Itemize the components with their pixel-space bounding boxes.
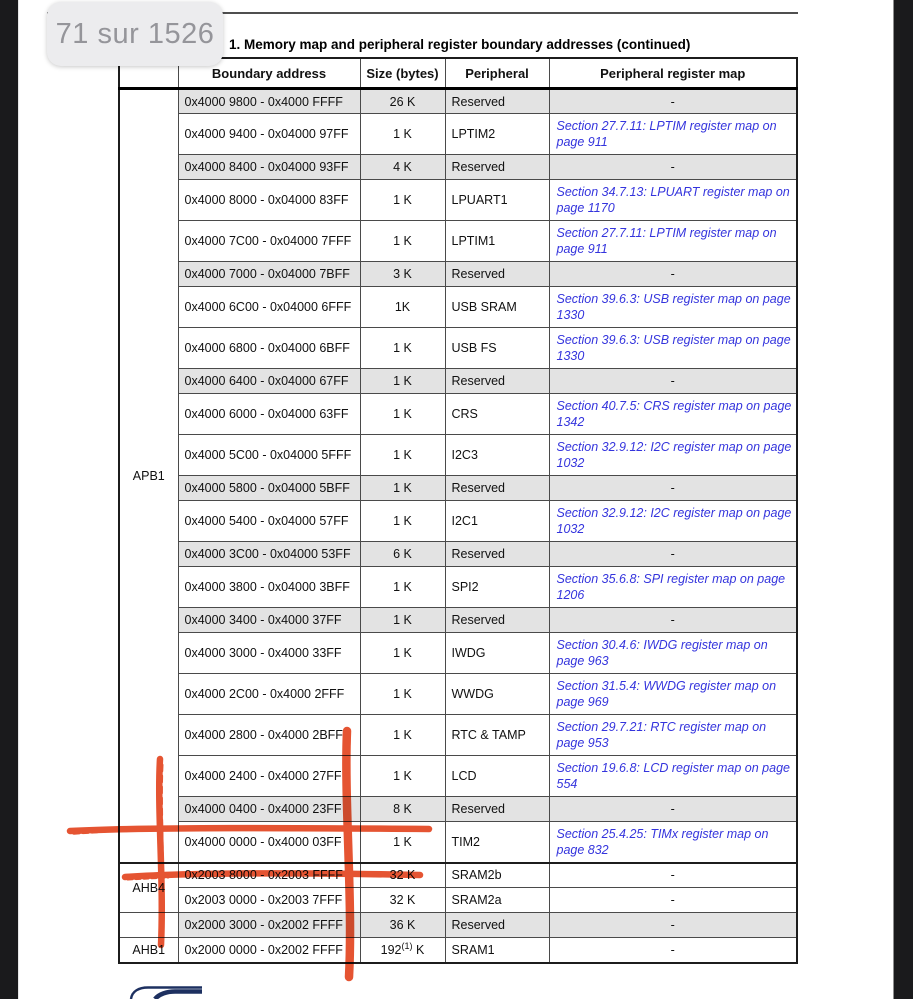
table-row xyxy=(119,476,797,501)
size-cell: 32 K xyxy=(360,863,445,888)
register-map-link[interactable]: Section 25.4.25: TIMx register map on page 832 xyxy=(556,826,769,857)
header-boundary-address: Boundary address xyxy=(178,58,360,89)
boundary-address-cell: 0x2003 8000 - 0x2003 FFFF xyxy=(178,863,360,888)
table-row xyxy=(119,756,797,797)
peripheral-cell: SRAM2b xyxy=(445,863,549,888)
peripheral-cell: Reserved xyxy=(445,542,549,567)
boundary-address-cell: 0x4000 2400 - 0x4000 27FF xyxy=(178,756,360,797)
boundary-address-cell: 0x4000 6400 - 0x04000 67FF xyxy=(178,369,360,394)
boundary-address-cell: 0x4000 5400 - 0x04000 57FF xyxy=(178,501,360,542)
register-map-link[interactable]: Section 30.4.6: IWDG register map on page 963 xyxy=(556,638,768,668)
bus-label-empty xyxy=(119,913,178,938)
page-indicator-pill xyxy=(47,2,223,66)
peripheral-cell: LPUART1 xyxy=(445,180,549,221)
table-row xyxy=(119,913,797,938)
table-row xyxy=(119,394,797,435)
size-cell: 1 K xyxy=(360,822,445,863)
memory-map-table xyxy=(118,57,798,964)
register-map-dash: - xyxy=(549,89,797,114)
register-map-dash: - xyxy=(549,938,797,963)
peripheral-cell: WWDG xyxy=(445,674,549,715)
table-row xyxy=(119,221,797,262)
register-map-cell[interactable] xyxy=(549,435,797,476)
register-map-link[interactable]: Section 29.7.21: RTC register map on page 953 xyxy=(556,720,767,750)
register-map-dash: - xyxy=(549,863,797,888)
register-map-link[interactable]: Section 39.6.3: USB register map on page 1330 xyxy=(556,292,791,322)
size-cell: 8 K xyxy=(360,797,445,822)
peripheral-cell: SRAM2a xyxy=(445,888,549,913)
boundary-address-cell: 0x4000 7C00 - 0x04000 7FFF xyxy=(178,221,360,262)
peripheral-cell: Reserved xyxy=(445,913,549,938)
register-map-dash: - xyxy=(549,608,797,633)
boundary-address-cell: 0x4000 5C00 - 0x04000 5FFF xyxy=(178,435,360,476)
boundary-address-cell: 0x4000 6000 - 0x04000 63FF xyxy=(178,394,360,435)
boundary-address-cell: 0x4000 6800 - 0x04000 6BFF xyxy=(178,328,360,369)
peripheral-cell: LPTIM1 xyxy=(445,221,549,262)
table-row xyxy=(119,863,797,888)
size-cell: 32 K xyxy=(360,888,445,913)
size-cell: 1 K xyxy=(360,394,445,435)
boundary-address-cell: 0x4000 5800 - 0x04000 5BFF xyxy=(178,476,360,501)
size-cell: 1 K xyxy=(360,369,445,394)
table-row xyxy=(119,435,797,476)
page-indicator-label: 71 sur 1526 xyxy=(55,17,215,50)
table-row xyxy=(119,114,797,155)
peripheral-cell: Reserved xyxy=(445,89,549,114)
register-map-cell[interactable] xyxy=(549,674,797,715)
peripheral-cell: Reserved xyxy=(445,476,549,501)
register-map-dash: - xyxy=(549,913,797,938)
header-register-map: Peripheral register map xyxy=(549,58,797,89)
boundary-address-cell: 0x4000 9400 - 0x04000 97FF xyxy=(178,114,360,155)
boundary-address-cell: 0x4000 2800 - 0x4000 2BFF xyxy=(178,715,360,756)
size-cell: 192$^{(1)}$ K xyxy=(360,938,445,963)
peripheral-cell: SPI2 xyxy=(445,567,549,608)
peripheral-cell: Reserved xyxy=(445,608,549,633)
size-cell: 1 K xyxy=(360,114,445,155)
register-map-cell[interactable] xyxy=(549,221,797,262)
register-map-cell[interactable] xyxy=(549,822,797,863)
register-map-link[interactable]: Section 40.7.5: CRS register map on page 1342 xyxy=(556,399,792,429)
header-size-bytes: Size (bytes) xyxy=(360,58,445,89)
table-row xyxy=(119,155,797,180)
memory-map-table-wrapper xyxy=(118,57,798,964)
boundary-address-cell: 0x2000 3000 - 0x2002 FFFF xyxy=(178,913,360,938)
size-cell: 1 K xyxy=(360,180,445,221)
size-cell: 3 K xyxy=(360,262,445,287)
register-map-cell[interactable] xyxy=(549,180,797,221)
peripheral-cell: I2C1 xyxy=(445,501,549,542)
peripheral-cell: Reserved xyxy=(445,262,549,287)
table-row xyxy=(119,328,797,369)
table-row xyxy=(119,608,797,633)
peripheral-cell: CRS xyxy=(445,394,549,435)
size-cell: 4 K xyxy=(360,155,445,180)
register-map-cell[interactable] xyxy=(549,394,797,435)
size-cell: 1 K xyxy=(360,501,445,542)
boundary-address-cell: 0x4000 2C00 - 0x4000 2FFF xyxy=(178,674,360,715)
memory-table-body xyxy=(119,89,797,963)
pdf-page xyxy=(18,0,894,999)
register-map-cell[interactable] xyxy=(549,501,797,542)
bus-label-apb1: APB1 xyxy=(119,89,178,863)
boundary-address-cell: 0x4000 3800 - 0x04000 3BFF xyxy=(178,567,360,608)
register-map-link[interactable]: Section 32.9.12: I2C register map on page 1032 xyxy=(556,506,792,536)
size-cell: 1 K xyxy=(360,608,445,633)
table-row xyxy=(119,797,797,822)
table-row xyxy=(119,262,797,287)
table-row xyxy=(119,180,797,221)
register-map-dash: - xyxy=(549,888,797,913)
table-row xyxy=(119,501,797,542)
table-caption: 1. Memory map and peripheral register boundary addresses (continued) xyxy=(229,37,691,52)
boundary-address-cell: 0x4000 8000 - 0x04000 83FF xyxy=(178,180,360,221)
boundary-address-cell: 0x4000 8400 - 0x04000 93FF xyxy=(178,155,360,180)
register-map-link[interactable]: Section 27.7.11: LPTIM register map on page 911 xyxy=(556,119,777,149)
size-cell: 26 K xyxy=(360,89,445,114)
register-map-cell[interactable] xyxy=(549,114,797,155)
register-map-cell[interactable] xyxy=(549,715,797,756)
size-cell: 1K xyxy=(360,287,445,328)
register-map-link[interactable]: Section 27.7.11: LPTIM register map on page 911 xyxy=(556,226,777,256)
register-map-link[interactable]: Section 32.9.12: I2C register map on page 1032 xyxy=(556,440,792,470)
register-map-link[interactable]: Section 19.6.8: LCD register map on page 554 xyxy=(556,761,790,791)
size-cell: 6 K xyxy=(360,542,445,567)
peripheral-cell: USB SRAM xyxy=(445,287,549,328)
peripheral-cell: Reserved xyxy=(445,797,549,822)
table-row xyxy=(119,938,797,963)
peripheral-cell: Reserved xyxy=(445,155,549,180)
table-row xyxy=(119,287,797,328)
peripheral-cell: SRAM1 xyxy=(445,938,549,963)
table-row xyxy=(119,542,797,567)
table-row xyxy=(119,567,797,608)
size-cell: 1 K xyxy=(360,715,445,756)
boundary-address-cell: 0x4000 3C00 - 0x04000 53FF xyxy=(178,542,360,567)
header-peripheral: Peripheral xyxy=(445,58,549,89)
register-map-dash: - xyxy=(549,369,797,394)
boundary-address-cell: 0x4000 7000 - 0x04000 7BFF xyxy=(178,262,360,287)
peripheral-cell: TIM2 xyxy=(445,822,549,863)
register-map-link[interactable]: Section 39.6.3: USB register map on page 1330 xyxy=(556,333,791,363)
bus-label-ahb1: AHB1 xyxy=(119,938,178,963)
register-map-dash: - xyxy=(549,797,797,822)
table-row xyxy=(119,369,797,394)
register-map-link[interactable]: Section 31.5.4: WWDG register map on page 969 xyxy=(556,679,777,709)
size-cell: 1 K xyxy=(360,328,445,369)
table-row xyxy=(119,715,797,756)
boundary-address-cell: 0x4000 0400 - 0x4000 23FF xyxy=(178,797,360,822)
boundary-address-cell: 0x4000 3400 - 0x4000 37FF xyxy=(178,608,360,633)
peripheral-cell: USB FS xyxy=(445,328,549,369)
register-map-cell[interactable] xyxy=(549,633,797,674)
table-row xyxy=(119,888,797,913)
peripheral-cell: LCD xyxy=(445,756,549,797)
size-cell: 1 K xyxy=(360,633,445,674)
table-row xyxy=(119,89,797,114)
peripheral-cell: Reserved xyxy=(445,369,549,394)
register-map-cell[interactable] xyxy=(549,756,797,797)
size-cell: 36 K xyxy=(360,913,445,938)
peripheral-cell: RTC & TAMP xyxy=(445,715,549,756)
boundary-address-cell: 0x2003 0000 - 0x2003 7FFF xyxy=(178,888,360,913)
register-map-dash: - xyxy=(549,476,797,501)
size-cell: 1 K xyxy=(360,221,445,262)
peripheral-cell: LPTIM2 xyxy=(445,114,549,155)
peripheral-cell: IWDG xyxy=(445,633,549,674)
boundary-address-cell: 0x2000 0000 - 0x2002 FFFF xyxy=(178,938,360,963)
register-map-link[interactable]: Section 35.6.8: SPI register map on page 1206 xyxy=(556,572,786,602)
table-header-row xyxy=(119,58,797,89)
st-logo-icon xyxy=(128,986,204,999)
register-map-link[interactable]: Section 34.7.13: LPUART register map on page 1170 xyxy=(556,185,790,215)
register-map-cell[interactable] xyxy=(549,328,797,369)
size-cell: 1 K xyxy=(360,567,445,608)
register-map-dash: - xyxy=(549,262,797,287)
register-map-cell[interactable] xyxy=(549,287,797,328)
size-cell: 1 K xyxy=(360,756,445,797)
peripheral-cell: I2C3 xyxy=(445,435,549,476)
register-map-dash: - xyxy=(549,155,797,180)
table-row xyxy=(119,633,797,674)
register-map-cell[interactable] xyxy=(549,567,797,608)
boundary-address-cell: 0x4000 0000 - 0x4000 03FF xyxy=(178,822,360,863)
table-row xyxy=(119,822,797,863)
boundary-address-cell: 0x4000 9800 - 0x4000 FFFF xyxy=(178,89,360,114)
size-cell: 1 K xyxy=(360,674,445,715)
size-cell: 1 K xyxy=(360,435,445,476)
size-cell: 1 K xyxy=(360,476,445,501)
boundary-address-cell: 0x4000 3000 - 0x4000 33FF xyxy=(178,633,360,674)
bus-label-ahb4: AHB4 xyxy=(119,863,178,913)
boundary-address-cell: 0x4000 6C00 - 0x04000 6FFF xyxy=(178,287,360,328)
register-map-dash: - xyxy=(549,542,797,567)
table-row xyxy=(119,674,797,715)
